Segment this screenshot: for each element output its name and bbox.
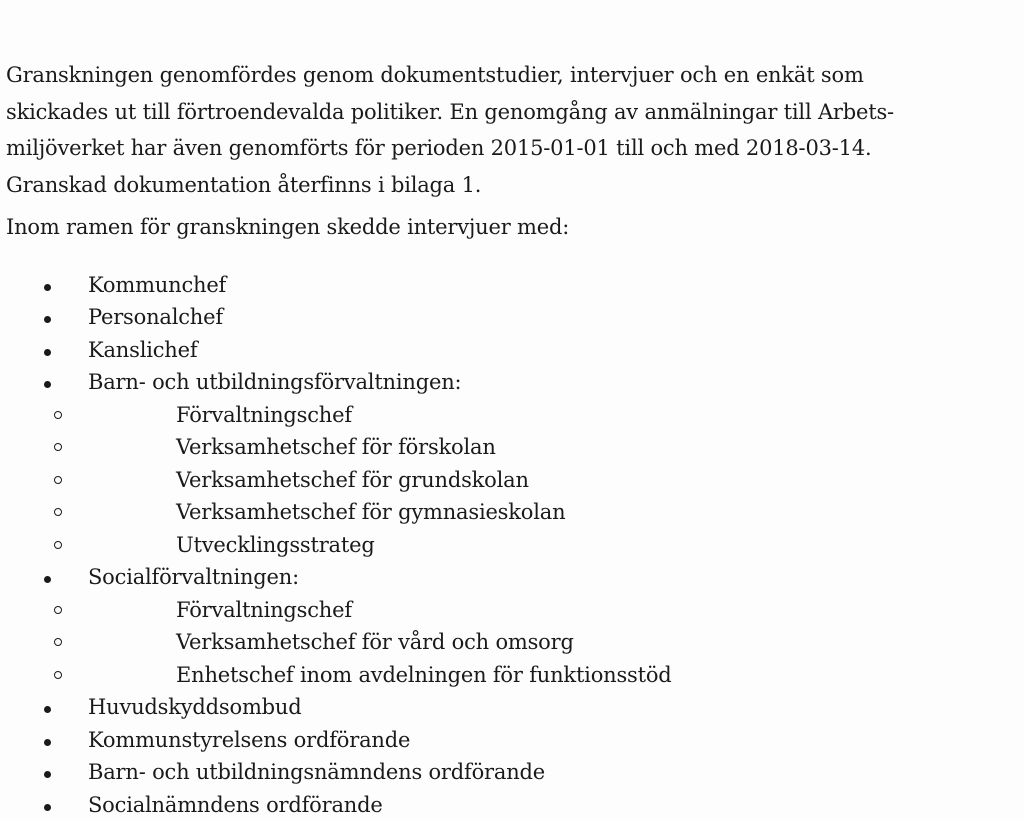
sub-list <box>88 594 1018 692</box>
sub-list-item-label: Verksamhetschef för grundskolan <box>176 464 529 497</box>
list-item-label: Barn- och utbildningsförvaltningen: <box>88 370 461 394</box>
list-item <box>6 366 1018 561</box>
circle-bullet-icon <box>54 443 62 451</box>
intro-line: miljöverket har även genomförts för perioden 2015-01-01 till och med 2018-03-14. <box>6 130 1018 167</box>
bullet-icon <box>44 739 51 746</box>
sub-list <box>88 399 1018 562</box>
bullet-icon <box>44 284 51 291</box>
sub-list-item <box>6 529 1018 562</box>
list-item-label: Huvudskyddsombud <box>88 695 301 719</box>
circle-bullet-icon <box>54 638 62 646</box>
list-item <box>6 691 1018 724</box>
bullet-icon <box>44 804 51 811</box>
list-item <box>6 334 1018 367</box>
intro-line: Granskad dokumentation återfinns i bilaga 1. <box>6 167 1018 204</box>
bullet-icon <box>44 316 51 323</box>
sub-list-item <box>6 431 1018 464</box>
sub-list-item-label: Förvaltningschef <box>176 399 352 432</box>
circle-bullet-icon <box>54 671 62 679</box>
sub-list-item-label: Verksamhetschef för gymnasieskolan <box>176 496 565 529</box>
list-item <box>6 724 1018 757</box>
sub-list-item <box>6 464 1018 497</box>
sub-list-item <box>6 659 1018 692</box>
sub-list-item <box>6 399 1018 432</box>
bullet-icon <box>44 381 51 388</box>
bullet-icon <box>44 349 51 356</box>
list-item-label: Barn- och utbildningsnämndens ordförande <box>88 760 545 784</box>
bullet-icon <box>44 706 51 713</box>
sub-list-item-label: Enhetschef inom avdelningen för funktionsstöd <box>176 659 672 692</box>
list-item-label: Kanslichef <box>88 338 197 362</box>
circle-bullet-icon <box>54 508 62 516</box>
list-item <box>6 789 1018 821</box>
circle-bullet-icon <box>54 541 62 549</box>
sub-list-item-label: Verksamhetschef för vård och omsorg <box>176 626 574 659</box>
sub-list-item-label: Verksamhetschef för förskolan <box>176 431 496 464</box>
list-item <box>6 561 1018 691</box>
sub-list-item <box>6 626 1018 659</box>
list-item-label: Kommunstyrelsens ordförande <box>88 728 410 752</box>
circle-bullet-icon <box>54 476 62 484</box>
intro-line: Granskningen genomfördes genom dokumentstudier, intervjuer och en enkät som <box>6 57 1018 94</box>
list-item <box>6 269 1018 302</box>
list-item <box>6 301 1018 334</box>
document-body <box>6 57 1018 821</box>
circle-bullet-icon <box>54 606 62 614</box>
intro-paragraph <box>6 57 1018 203</box>
intro-line: skickades ut till förtroendevalda politiker. En genomgång av anmälningar till Arbets- <box>6 94 1018 131</box>
list-item <box>6 756 1018 789</box>
sub-list-item-label: Utvecklingsstrateg <box>176 529 375 562</box>
bullet-icon <box>44 576 51 583</box>
sub-list-item-label: Förvaltningschef <box>176 594 352 627</box>
interviewee-list <box>6 269 1018 821</box>
sub-list-item <box>6 594 1018 627</box>
list-item-label: Socialförvaltningen: <box>88 565 299 589</box>
bullet-icon <box>44 771 51 778</box>
circle-bullet-icon <box>54 411 62 419</box>
interview-intro: Inom ramen för granskningen skedde intervjuer med: <box>6 209 1018 246</box>
sub-list-item <box>6 496 1018 529</box>
list-item-label: Personalchef <box>88 305 223 329</box>
list-item-label: Socialnämndens ordförande <box>88 793 383 817</box>
list-item-label: Kommunchef <box>88 273 226 297</box>
